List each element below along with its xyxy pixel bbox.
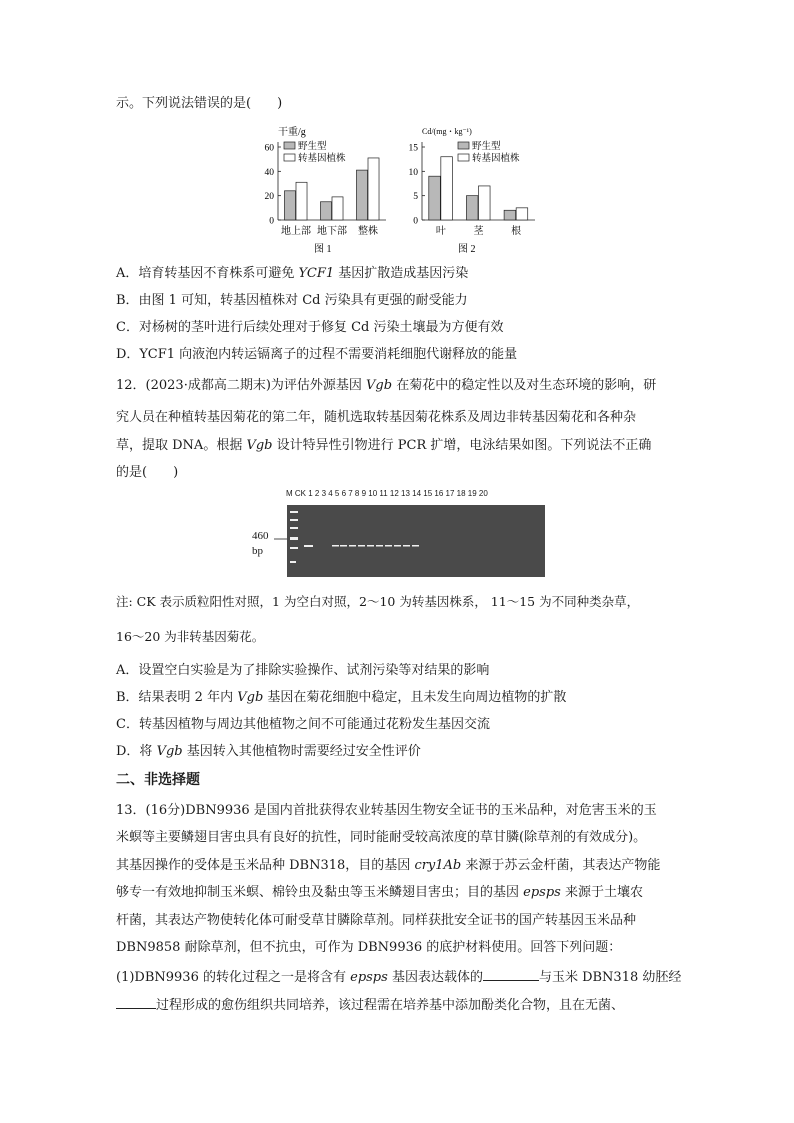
q13-line-3: 其基因操作的受体是玉米品种 DBN318，目的基因 cry1Ab 来源于苏云金杆菌，其表达产物能 <box>116 858 661 873</box>
q12-note-line-1: 注: CK 表示质粒阳性对照，1 为空白对照，2～10 为转基因株系， 11～15 为不同种类杂草， <box>116 594 640 609</box>
q12-option-c: C．转基因植物与周边其他植物之间不可能通过花粉发生基因交流 <box>116 717 490 732</box>
q11-option-d: D．YCF1 向液泡内转运镉离子的过程不需要消耗细胞代谢释放的能量 <box>116 347 518 362</box>
gel-band <box>367 545 374 547</box>
gel-band <box>385 545 392 547</box>
legend-label: 转基因植株 <box>472 154 520 164</box>
gel-marker-band <box>290 527 298 529</box>
y-tick-label: 15 <box>408 143 418 154</box>
bar-transgenic <box>516 208 528 220</box>
q11-option-c: C．对杨树的茎叶进行后续处理对于修复 Cd 污染土壤最为方便有效 <box>116 320 504 335</box>
y-tick-label: 5 <box>413 192 418 203</box>
q13-line-1: 13．(16分)DBN9936 是国内首批获得农业转基因生物安全证书的玉米品种，对危害玉米的玉 <box>116 803 657 818</box>
answer-blank-1[interactable] <box>483 966 539 981</box>
y-tick-label: 10 <box>408 167 418 178</box>
fig1-caption: 图 1 <box>314 244 332 255</box>
figure-2-bar-chart <box>400 122 550 262</box>
y-tick-label: 0 <box>269 216 274 227</box>
bar-transgenic <box>479 186 491 220</box>
bar-transgenic <box>296 182 307 220</box>
gel-size-label: 460 <box>252 530 269 542</box>
q11-option-a: A．培育转基因不育株系可避免 YCF1 基因扩散造成基因污染 <box>116 266 469 281</box>
category-label: 茎 <box>473 226 484 237</box>
gel-ck-band <box>304 545 313 547</box>
category-label: 地下部 <box>317 226 347 237</box>
gel-band <box>376 545 383 547</box>
bar-wild-type <box>320 202 331 220</box>
category-label: 地上部 <box>281 226 311 237</box>
fig2-caption: 图 2 <box>458 244 476 255</box>
legend-swatch <box>284 142 295 149</box>
bar-transgenic <box>441 157 453 220</box>
q12-note-line-2: 16～20 为非转基因菊花。 <box>116 629 265 644</box>
gel-band <box>412 545 419 547</box>
intro-line: 示。下列说法错误的是( ) <box>116 96 283 111</box>
gel-marker-band <box>290 537 298 540</box>
legend-label: 转基因植株 <box>298 154 346 164</box>
category-label: 叶 <box>435 226 446 237</box>
gel-band <box>358 545 365 547</box>
q12-option-d: D．将 Vgb 基因转入其他植物时需要经过安全性评价 <box>116 744 421 759</box>
gel-band <box>340 545 347 547</box>
y-tick-label: 0 <box>413 216 418 227</box>
gel-band <box>394 545 401 547</box>
q13-line-6: DBN9858 耐除草剂，但不抗虫，可作为 DBN9936 的底护材料使用。回答下列问题： <box>116 940 622 955</box>
fig2-ylabel: Cd/(mg・kg⁻¹) <box>422 127 472 136</box>
y-tick-label: 60 <box>264 143 274 154</box>
q12-option-a: A．设置空白实验是为了排除实验操作、试剂污染等对结果的影响 <box>116 663 490 678</box>
gel-electrophoresis-image <box>287 505 545 577</box>
gel-unit-label: bp <box>252 545 263 557</box>
legend-swatch <box>458 142 469 149</box>
bar-wild-type <box>504 210 516 220</box>
category-label: 根 <box>511 226 522 237</box>
q12-stem-line-4: 的是( ) <box>116 465 179 480</box>
figure-1-bar-chart <box>256 122 396 262</box>
legend-swatch <box>458 154 469 161</box>
answer-blank-2[interactable] <box>116 994 156 1009</box>
bar-transgenic <box>332 197 343 220</box>
y-tick-label: 40 <box>264 167 274 178</box>
gel-marker-band <box>290 561 296 563</box>
q12-stem-line-3: 草，提取 DNA。根据 Vgb 设计特异性引物进行 PCR 扩增，电泳结果如图。下列说法不正确 <box>116 438 652 453</box>
gel-marker-band <box>290 547 298 549</box>
legend-label: 野生型 <box>298 142 327 152</box>
legend-swatch <box>284 154 295 161</box>
q12-stem-line-2: 究人员在种植转基因菊花的第二年，随机选取转基因菊花株系及周边非转基因菊花和各种杂 <box>116 410 637 425</box>
section-heading: 二、非选择题 <box>116 772 200 788</box>
q12-stem-line-1: 12．(2023·成都高二期末)为评估外源基因 Vgb 在菊花中的稳定性以及对生态环境的影响，研 <box>116 378 657 393</box>
gel-lane-labels: M CK 1 2 3 4 5 6 7 8 9 10 11 12 13 14 15 16 17 18 19 20 <box>286 489 488 498</box>
q12-option-b: B．结果表明 2 年内 Vgb 基因在菊花细胞中稳定，且未发生向周边植物的扩散 <box>116 690 567 705</box>
gel-marker-band <box>290 511 298 513</box>
y-tick-label: 20 <box>264 192 274 203</box>
category-label: 整株 <box>358 226 378 237</box>
gel-marker-band <box>290 519 298 521</box>
q13-line-2: 米螟等主要鳞翅目害虫具有良好的抗性，同时能耐受较高浓度的草甘膦(除草剂的有效成分)。 <box>116 830 647 845</box>
bar-transgenic <box>368 158 379 220</box>
bar-wild-type <box>429 176 441 220</box>
bar-wild-type <box>284 191 295 220</box>
bar-wild-type <box>466 196 478 220</box>
q11-option-b: B．由图 1 可知，转基因植株对 Cd 污染具有更强的耐受能力 <box>116 293 468 308</box>
gel-band <box>403 545 410 547</box>
q13-line-5: 杆菌，其表达产物使转化体可耐受草甘膦除草剂。同样获批安全证书的国产转基因玉米品种 <box>116 913 637 928</box>
q13-line-4: 够专一有效地抑制玉米螟、棉铃虫及黏虫等玉米鳞翅目害虫；目的基因 epsps 来源于土壤农 <box>116 885 643 900</box>
q13-line-8: 过程形成的愈伤组织共同培养，该过程需在培养基中添加酚类化合物，且在无菌、 <box>116 994 624 1016</box>
bar-wild-type <box>356 170 367 220</box>
legend-label: 野生型 <box>472 142 501 152</box>
fig1-ylabel: 干重/g <box>278 127 306 138</box>
gel-size-pointer <box>274 536 288 542</box>
gel-band <box>349 545 356 547</box>
q13-line-7: (1)DBN9936 的转化过程之一是将含有 epsps 基因表达载体的 与玉米 DBN318 幼胚经 <box>116 966 681 988</box>
gel-band <box>332 545 339 547</box>
